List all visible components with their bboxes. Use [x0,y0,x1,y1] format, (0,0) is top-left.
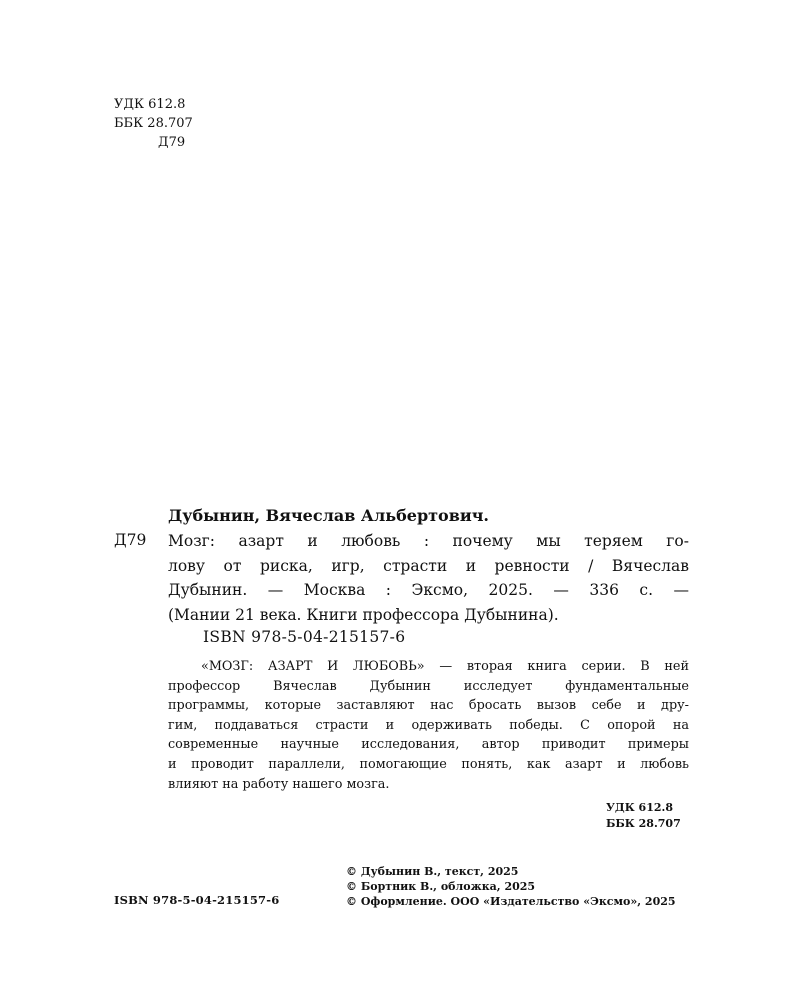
annotation-line: современные научные исследования, автор приводит примеры [168,737,689,753]
isbn-bottom: ISBN 978-5-04-215157-6 [114,893,280,907]
bibliographic-description [168,529,689,627]
annotation [168,657,689,794]
classification-codes-right [606,800,688,831]
annotation-line: гим, поддаваться страсти и одерживать победы. С опорой на [168,717,689,733]
copyright-line: © Бортник В., обложка, 2025 [346,880,536,894]
copyright-block [346,864,676,910]
cutter-code: Д79 [158,135,186,150]
author-heading: Дубынин, Вячеслав Альбертович. [168,506,489,525]
copyright-line: © Дубынин В., текст, 2025 [346,865,519,878]
annotation-line: влияют на работу нашего мозга. [168,776,390,792]
udk-code: УДК 612.8 [606,801,673,814]
classification-codes [114,95,193,152]
bib-line: Дубынин. — Москва : Эксмо, 2025. — 336 с. — [168,581,689,600]
bib-line: лову от риска, игр, страсти и ревности / Вячеслав [168,556,689,575]
annotation-line: программы, которые заставляют нас бросать вызов себе и дру- [168,698,689,714]
entry-cutter-code: Д79 [114,531,147,549]
bbk-code: ББК 28.707 [606,816,681,830]
annotation-line: профессор Вячеслав Дубынин исследует фундаментальные [168,678,689,694]
bbk-code: ББК 28.707 [114,116,193,131]
udk-code: УДК 612.8 [114,97,186,112]
bib-line: (Мании 21 века. Книги профессора Дубынина). [168,605,559,624]
annotation-line: «МОЗГ: АЗАРТ И ЛЮБОВЬ» — вторая книга серии. В ней [201,659,689,674]
annotation-line: и проводит параллели, помогающие понять, как азарт и любовь [168,756,689,772]
bib-line: Мозг: азарт и любовь : почему мы теряем го- [168,532,689,550]
copyright-line: © Оформление. ООО «Издательство «Эксмо», 2025 [346,895,676,909]
isbn-entry: ISBN 978-5-04-215157-6 [203,628,406,646]
